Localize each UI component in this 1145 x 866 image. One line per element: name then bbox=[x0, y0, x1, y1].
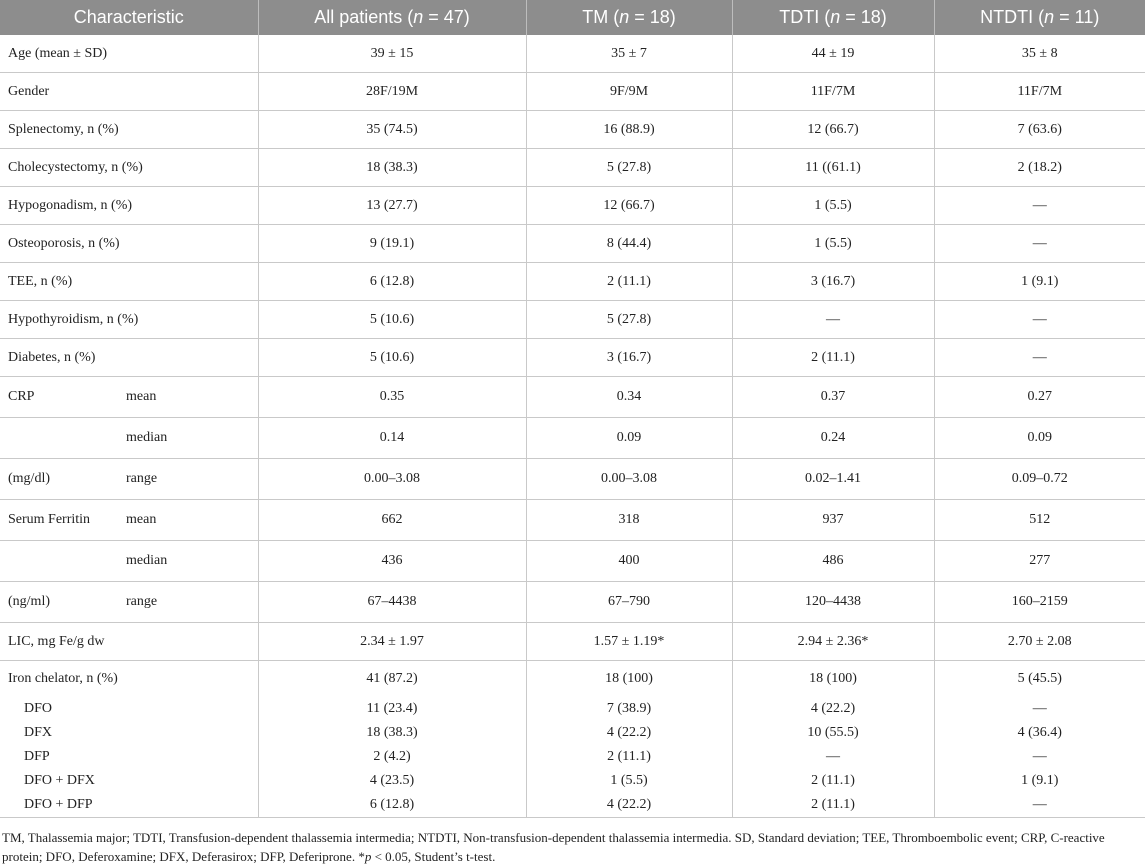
table-row bbox=[0, 73, 1145, 111]
cell-tdti: 2 (11.1) bbox=[732, 769, 934, 793]
stat-label: mean bbox=[126, 512, 157, 527]
cell-ntdti: 512 bbox=[934, 500, 1145, 541]
row-label bbox=[0, 418, 258, 459]
cell-ntdti: 160–2159 bbox=[934, 582, 1145, 623]
cell-all: 0.35 bbox=[258, 377, 526, 418]
cell-tm: 8 (44.4) bbox=[526, 225, 732, 263]
table-row bbox=[0, 35, 1145, 73]
table-row bbox=[0, 263, 1145, 301]
row-label bbox=[0, 582, 258, 623]
cell-tm: 400 bbox=[526, 541, 732, 582]
cell-tdti: 0.02–1.41 bbox=[732, 459, 934, 500]
cell-ntdti: 11F/7M bbox=[934, 73, 1145, 111]
cell-ntdti: 277 bbox=[934, 541, 1145, 582]
cell-all: 18 (38.3) bbox=[258, 721, 526, 745]
cell-all: 28F/19M bbox=[258, 73, 526, 111]
cell-tm: 3 (16.7) bbox=[526, 339, 732, 377]
row-label: DFX bbox=[24, 725, 53, 740]
cell-tdti: 11 ((61.1) bbox=[732, 149, 934, 187]
cell-tdti: — bbox=[732, 301, 934, 339]
cell-ntdti: — bbox=[934, 793, 1145, 818]
cell-ntdti: 2.70 ± 2.08 bbox=[934, 623, 1145, 661]
cell-all: 436 bbox=[258, 541, 526, 582]
cell-ntdti: 0.09 bbox=[934, 418, 1145, 459]
cell-tm: 5 (27.8) bbox=[526, 301, 732, 339]
cell-ntdti: — bbox=[934, 697, 1145, 721]
cell-tm: 1 (5.5) bbox=[526, 769, 732, 793]
cell-tm: 12 (66.7) bbox=[526, 187, 732, 225]
crp-row-range bbox=[0, 459, 1145, 500]
cell-ntdti: — bbox=[934, 187, 1145, 225]
cell-tm: 2 (11.1) bbox=[526, 745, 732, 769]
row-label: LIC, mg Fe/g dw bbox=[0, 623, 258, 661]
cell-ntdti: 0.27 bbox=[934, 377, 1145, 418]
table-row bbox=[0, 187, 1145, 225]
row-label: Age (mean ± SD) bbox=[8, 45, 108, 61]
crp-row-median bbox=[0, 418, 1145, 459]
cell-ntdti: — bbox=[934, 301, 1145, 339]
cell-all: 0.00–3.08 bbox=[258, 459, 526, 500]
cell-tdti: 44 ± 19 bbox=[732, 35, 934, 73]
row-label bbox=[0, 500, 258, 541]
cell-tdti: 2 (11.1) bbox=[732, 339, 934, 377]
header-all-patients: All patients (n = 47) bbox=[258, 0, 526, 35]
chelator-row bbox=[0, 661, 1145, 698]
cell-all: 5 (10.6) bbox=[258, 339, 526, 377]
stat-label: median bbox=[126, 430, 168, 445]
row-label bbox=[0, 459, 258, 500]
cell-ntdti: 5 (45.5) bbox=[934, 661, 1145, 698]
cell-tdti: 486 bbox=[732, 541, 934, 582]
header-ntdti: NTDTI (n = 11) bbox=[934, 0, 1145, 35]
row-label: Hypothyroidism, n (%) bbox=[0, 301, 258, 339]
row-label: Cholecystectomy, n (%) bbox=[0, 149, 258, 187]
cell-all: 0.14 bbox=[258, 418, 526, 459]
cell-tdti: 4 (22.2) bbox=[732, 697, 934, 721]
chelator-sub-row bbox=[0, 745, 1145, 769]
crp-label: CRP bbox=[8, 389, 35, 404]
cell-all: 2.34 ± 1.97 bbox=[258, 623, 526, 661]
header-tdti: TDTI (n = 18) bbox=[732, 0, 934, 35]
stat-label: range bbox=[126, 471, 158, 486]
cell-tm: 4 (22.2) bbox=[526, 793, 732, 818]
row-label: Splenectomy, n (%) bbox=[0, 111, 258, 149]
cell-ntdti: 7 (63.6) bbox=[934, 111, 1145, 149]
cell-ntdti: 1 (9.1) bbox=[934, 769, 1145, 793]
cell-tm: 1.57 ± 1.19* bbox=[526, 623, 732, 661]
row-label: Iron chelator, n (%) bbox=[0, 661, 258, 698]
cell-ntdti: 0.09–0.72 bbox=[934, 459, 1145, 500]
cell-all: 67–4438 bbox=[258, 582, 526, 623]
cell-all: 13 (27.7) bbox=[258, 187, 526, 225]
cell-all: 5 (10.6) bbox=[258, 301, 526, 339]
cell-tm: 18 (100) bbox=[526, 661, 732, 698]
cell-ntdti: — bbox=[934, 339, 1145, 377]
row-label: Gender bbox=[0, 73, 258, 111]
cell-tm: 2 (11.1) bbox=[526, 263, 732, 301]
table-row bbox=[0, 111, 1145, 149]
row-label: TEE, n (%) bbox=[0, 263, 258, 301]
table-footnote: TM, Thalassemia major; TDTI, Transfusion-dependent thalassemia intermedia; NTDTI, Non-transfusion-dependent thalassemia intermedia. SD, Standard deviation; TEE, Thromboembolic event; CRP, C-reactive protein; DFO, Deferoxamine; DFX, Deferasirox; DFP, Deferiprone. *p < 0.05, Student’s t-test. bbox=[2, 830, 1105, 864]
header-characteristic: Characteristic bbox=[0, 0, 258, 35]
cell-tm: 35 ± 7 bbox=[526, 35, 732, 73]
cell-tdti: 2 (11.1) bbox=[732, 793, 934, 818]
cell-tdti: 12 (66.7) bbox=[732, 111, 934, 149]
ferritin-row-mean bbox=[0, 500, 1145, 541]
cell-ntdti: 2 (18.2) bbox=[934, 149, 1145, 187]
chelator-sub-row bbox=[0, 721, 1145, 745]
cell-all: 6 (12.8) bbox=[258, 263, 526, 301]
cell-tdti: 3 (16.7) bbox=[732, 263, 934, 301]
cell-tdti: 10 (55.5) bbox=[732, 721, 934, 745]
cell-all: 39 ± 15 bbox=[258, 35, 526, 73]
cell-tm: 7 (38.9) bbox=[526, 697, 732, 721]
table-row bbox=[0, 301, 1145, 339]
lic-row bbox=[0, 623, 1145, 661]
cell-tdti: 1 (5.5) bbox=[732, 187, 934, 225]
ferritin-row-range bbox=[0, 582, 1145, 623]
stat-label: mean bbox=[126, 389, 157, 404]
row-label: Osteoporosis, n (%) bbox=[0, 225, 258, 263]
cell-ntdti: 4 (36.4) bbox=[934, 721, 1145, 745]
cell-tdti: 0.24 bbox=[732, 418, 934, 459]
cell-tdti: 0.37 bbox=[732, 377, 934, 418]
cell-all: 18 (38.3) bbox=[258, 149, 526, 187]
stat-label: median bbox=[126, 553, 168, 568]
cell-all: 662 bbox=[258, 500, 526, 541]
cell-tm: 67–790 bbox=[526, 582, 732, 623]
crp-unit: (mg/dl) bbox=[8, 471, 50, 486]
header-tm: TM (n = 18) bbox=[526, 0, 732, 35]
cell-all: 2 (4.2) bbox=[258, 745, 526, 769]
cell-ntdti: 35 ± 8 bbox=[934, 35, 1145, 73]
row-label: Diabetes, n (%) bbox=[0, 339, 258, 377]
cell-tdti: 2.94 ± 2.36* bbox=[732, 623, 934, 661]
cell-ntdti: 1 (9.1) bbox=[934, 263, 1145, 301]
cell-tm: 318 bbox=[526, 500, 732, 541]
row-label: DFO + DFX bbox=[24, 773, 95, 788]
cell-all: 4 (23.5) bbox=[258, 769, 526, 793]
crp-row-mean bbox=[0, 377, 1145, 418]
chelator-sub-row bbox=[0, 793, 1145, 818]
cell-tm: 5 (27.8) bbox=[526, 149, 732, 187]
cell-tdti: — bbox=[732, 745, 934, 769]
cell-tdti: 120–4438 bbox=[732, 582, 934, 623]
cell-tdti: 937 bbox=[732, 500, 934, 541]
row-label: DFO + DFP bbox=[0, 793, 258, 818]
row-label: DFO bbox=[24, 701, 53, 716]
cell-tdti: 18 (100) bbox=[732, 661, 934, 698]
row-label bbox=[0, 377, 258, 418]
table-row bbox=[0, 339, 1145, 377]
chelator-sub-row bbox=[0, 769, 1145, 793]
cell-tm: 16 (88.9) bbox=[526, 111, 732, 149]
cell-ntdti: — bbox=[934, 225, 1145, 263]
cell-tm: 0.00–3.08 bbox=[526, 459, 732, 500]
chelator-sub-row bbox=[0, 697, 1145, 721]
row-label: DFP bbox=[24, 749, 50, 764]
table-row bbox=[0, 225, 1145, 263]
stat-label: range bbox=[126, 594, 158, 609]
header-row bbox=[0, 0, 1145, 35]
cell-all: 6 (12.8) bbox=[258, 793, 526, 818]
cell-all: 41 (87.2) bbox=[258, 661, 526, 698]
ferritin-unit: (ng/ml) bbox=[8, 594, 50, 609]
cell-ntdti: — bbox=[934, 745, 1145, 769]
ferritin-label: Serum Ferritin bbox=[8, 512, 91, 527]
cell-tm: 9F/9M bbox=[526, 73, 732, 111]
table-row bbox=[0, 149, 1145, 187]
cell-tdti: 11F/7M bbox=[732, 73, 934, 111]
cell-all: 11 (23.4) bbox=[258, 697, 526, 721]
cell-tdti: 1 (5.5) bbox=[732, 225, 934, 263]
row-label: Hypogonadism, n (%) bbox=[0, 187, 258, 225]
cell-tm: 0.09 bbox=[526, 418, 732, 459]
cell-all: 35 (74.5) bbox=[258, 111, 526, 149]
ferritin-row-median bbox=[0, 541, 1145, 582]
cell-all: 9 (19.1) bbox=[258, 225, 526, 263]
cell-tm: 0.34 bbox=[526, 377, 732, 418]
row-label bbox=[0, 541, 258, 582]
cell-tm: 4 (22.2) bbox=[526, 721, 732, 745]
